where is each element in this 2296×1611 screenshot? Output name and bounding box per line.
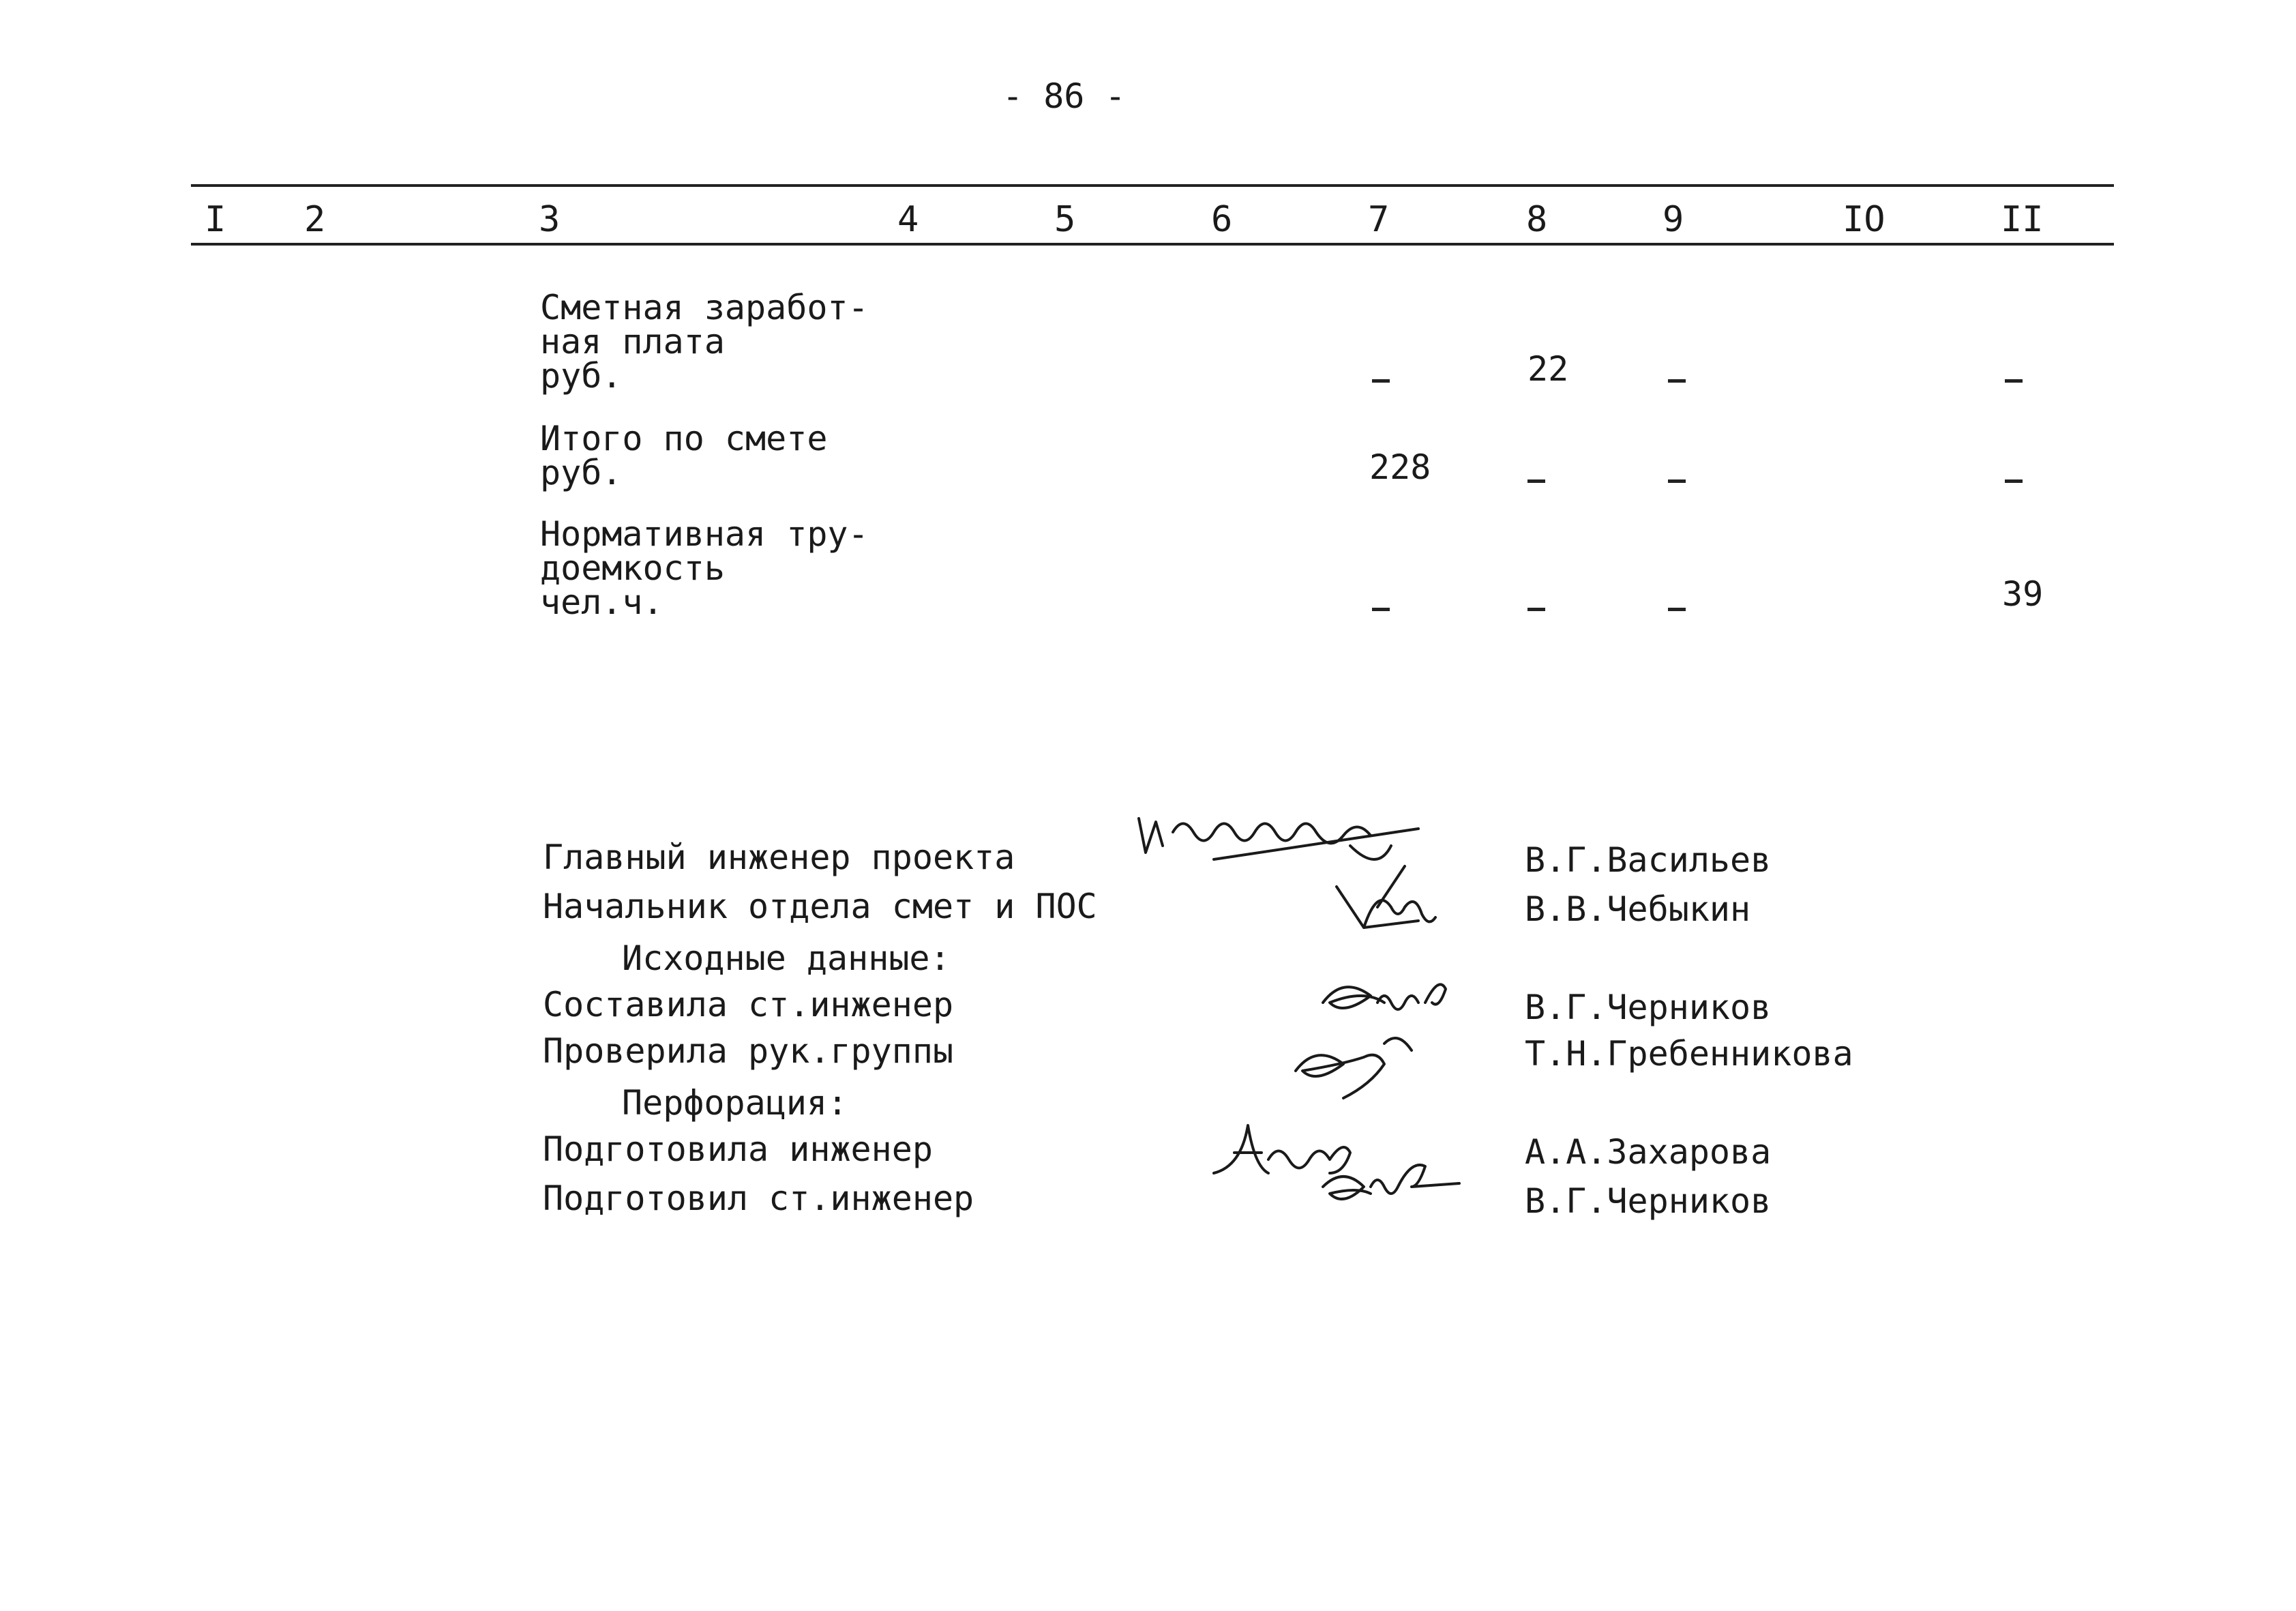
cell-labor-col9 [1668,580,1686,619]
signature-checked-by [1282,1023,1439,1105]
role-prepared-by-engineer: Подготовила инженер [543,1129,933,1169]
dash-mark [1527,608,1545,611]
name-checked-by: Т.Н.Гребенникова [1525,1034,1853,1074]
column-header-2: 2 [304,199,326,240]
column-header-11: II [2001,199,2044,240]
row-label-labor [540,514,869,622]
row-label-total [540,419,828,492]
signature-compiled-by [1309,969,1459,1030]
table-header-rule [191,243,2114,246]
dash-mark [1372,379,1390,383]
dash-mark [1372,608,1390,611]
signature-dept-head [1323,859,1459,941]
cell-labor-col7 [1372,580,1390,619]
section-perforation: Перфорация: [622,1083,848,1123]
cell-wages-col7 [1372,351,1390,391]
role-checked-by: Проверила рук.группы [543,1031,954,1071]
row-label-line: руб. [540,453,623,492]
role-dept-head: Начальник отдела смет и ПОС [543,887,1097,926]
dash-mark [2005,379,2023,383]
column-header-6: 6 [1211,199,1233,240]
role-compiled-by: Составила ст.инженер [543,985,954,1024]
row-label-line: Итого по смете [540,419,828,458]
column-header-7: 7 [1368,199,1390,240]
name-compiled-by: В.Г.Черников [1525,988,1772,1027]
name-dept-head: В.В.Чебыкин [1525,889,1751,929]
name-prepared-by-engineer: А.А.Захарова [1525,1132,1772,1172]
dash-mark [1668,608,1686,611]
row-label-line: чел.ч. [540,582,664,622]
column-header-10: IO [1843,199,1885,240]
page-number: - 86 - [1002,76,1126,116]
column-header-4: 4 [897,199,919,240]
cell-labor-col8 [1527,580,1545,619]
row-label-line: ная плата [540,322,725,361]
dash-mark [2005,479,2023,483]
column-header-9: 9 [1663,199,1684,240]
cell-total-col8 [1527,452,1545,491]
cell-wages-col11 [2005,351,2023,391]
row-label-line: Сметная заработ- [540,288,869,327]
row-label-line: Нормативная тру- [540,514,869,554]
name-chief-engineer: В.Г.Васильев [1525,840,1772,880]
cell-wages-col8: 22 [1527,349,1569,389]
cell-labor-col11: 39 [2002,574,2044,614]
column-header-1: I [205,199,226,240]
name-prepared-by-senior: В.Г.Черников [1525,1181,1772,1221]
column-header-8: 8 [1526,199,1548,240]
column-header-5: 5 [1054,199,1076,240]
row-label-wages [540,288,869,396]
table-top-rule [191,184,2114,187]
row-label-line: доемкость [540,548,725,588]
dash-mark [1527,479,1545,483]
section-source-data: Исходные данные: [622,938,951,978]
signature-prepared-by [1207,1112,1466,1221]
dash-mark [1668,379,1686,383]
role-prepared-by-senior: Подготовил ст.инженер [543,1179,974,1218]
cell-total-col9 [1668,452,1686,491]
cell-wages-col9 [1668,351,1686,391]
role-chief-engineer: Главный инженер проекта [543,838,1015,877]
cell-total-col11 [2005,452,2023,491]
column-header-3: 3 [539,199,561,240]
dash-mark [1668,479,1686,483]
row-label-line: руб. [540,356,623,396]
cell-total-col7: 228 [1369,447,1431,487]
